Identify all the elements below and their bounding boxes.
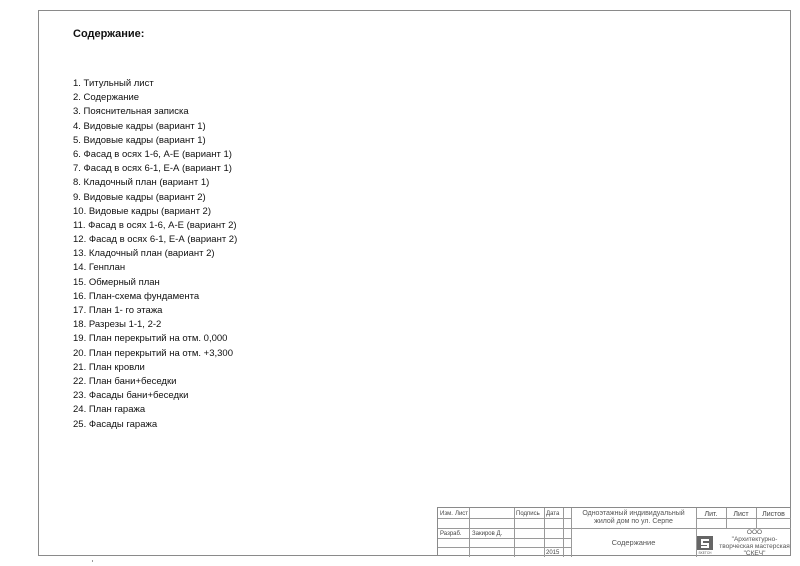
stamp-year: 2015	[546, 550, 560, 556]
stamp-rule	[544, 508, 545, 557]
title-block	[437, 507, 790, 556]
stamp-rule	[438, 547, 571, 548]
toc-item-2: 2. Содержание	[73, 92, 140, 104]
stamp-data-label: Дата	[546, 511, 560, 517]
stamp-lit-label: Лит.	[704, 511, 718, 518]
stamp-rule	[696, 518, 791, 519]
toc-item-21: 21. План кровли	[73, 361, 145, 373]
toc-item-23: 23. Фасады бани+беседки	[73, 390, 189, 402]
stamp-org-line-3: творческая мастерская	[719, 543, 790, 550]
sketch-logo-icon	[696, 535, 714, 555]
toc-item-7: 7. Фасад в осях 6-1, Е-А (вариант 1)	[73, 163, 232, 175]
table-of-contents	[73, 77, 237, 432]
toc-item-10: 10. Видовые кадры (вариант 2)	[73, 205, 212, 217]
toc-item-15: 15. Обмерный план	[73, 276, 160, 288]
page-title: Содержание:	[73, 28, 145, 40]
toc-item-20: 20. План перекрытий на отм. +3,300	[73, 347, 233, 359]
toc-item-17: 17. План 1- го этажа	[73, 305, 163, 316]
stamp-listov-label: Листов	[762, 511, 785, 518]
toc-item-3: 3. Пояснительная записка	[73, 106, 189, 118]
toc-item-12: 12. Фасад в осях 6-1, Е-А (вариант 2)	[73, 234, 238, 246]
stamp-rule	[469, 508, 470, 557]
toc-item-16: 16. План-схема фундамента	[73, 290, 200, 302]
stamp-org-line-2: "Архитектурно-	[731, 536, 778, 543]
stamp-author: Закиров Д.	[472, 531, 503, 537]
stamp-project-title	[571, 510, 696, 526]
toc-item-18: 18. Разрезы 1-1, 2-2	[73, 319, 162, 331]
stamp-organization	[718, 529, 791, 557]
toc-item-22: 22. План бани+беседки	[73, 375, 177, 387]
page-mark	[92, 560, 93, 562]
stamp-org-line-4: "СКЕЧ"	[743, 550, 766, 557]
stamp-project-line-1: Одноэтажный индивидуальный	[582, 510, 685, 517]
stamp-list2-label: Лист	[733, 511, 749, 518]
toc-item-9: 9. Видовые кадры (вариант 2)	[73, 191, 206, 203]
toc-item-1: 1. Титульный лист	[73, 78, 154, 89]
toc-item-24: 24. План гаража	[73, 404, 146, 416]
stamp-rule	[514, 508, 515, 557]
stamp-project-line-2: жилой дом по ул. Серпе	[594, 518, 673, 525]
toc-item-25: 25. Фасады гаража	[73, 418, 158, 430]
toc-item-19: 19. План перекрытий на отм. 0,000	[73, 333, 228, 345]
stamp-rule	[438, 528, 571, 529]
stamp-izm-label: Изм.	[440, 511, 453, 517]
stamp-rule	[563, 508, 564, 557]
stamp-rule	[571, 528, 696, 529]
logo-text: SKETCH	[698, 551, 712, 555]
stamp-sheet-name: Содержание	[611, 538, 656, 547]
stamp-rule	[438, 538, 571, 539]
stamp-rule	[438, 518, 571, 519]
toc-item-4: 4. Видовые кадры (вариант 1)	[73, 120, 206, 132]
toc-item-5: 5. Видовые кадры (вариант 1)	[73, 134, 206, 146]
toc-item-13: 13. Кладочный план (вариант 2)	[73, 248, 215, 260]
toc-item-8: 8. Кладочный план (вариант 1)	[73, 177, 210, 189]
stamp-list-label: Лист	[455, 511, 469, 517]
toc-item-14: 14. Генплан	[73, 262, 126, 274]
stamp-org-line-1: ООО	[746, 529, 763, 536]
stamp-podpis-label: Подпись	[516, 511, 540, 517]
stamp-razrab-label: Разраб.	[440, 531, 462, 537]
toc-item-11: 11. Фасад в осях 1-6, А-Е (вариант 2)	[73, 219, 237, 231]
toc-item-6: 6. Фасад в осях 1-6, А-Е (вариант 1)	[73, 148, 232, 160]
